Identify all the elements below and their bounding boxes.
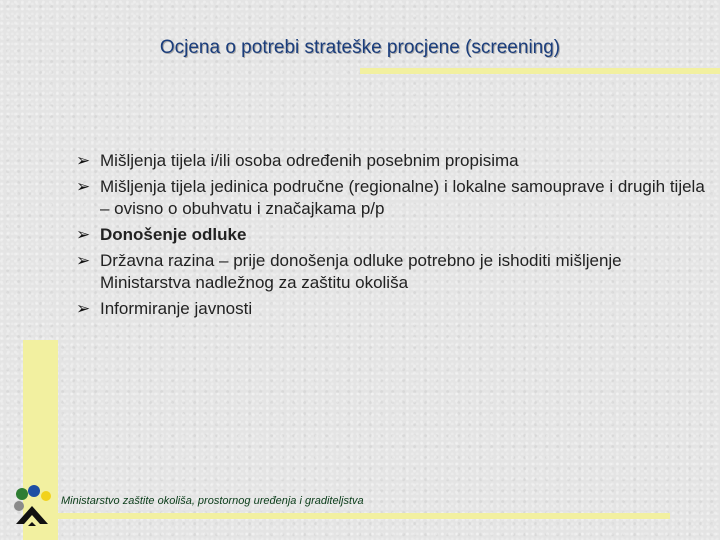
bullet-item bbox=[76, 250, 706, 294]
bullet-text: Mišljenja tijela jedinica područne (regionalne) i lokalne samouprave i drugih tijela – ovisno o obuhvatu i značajkama p/p bbox=[100, 177, 705, 218]
title-underline-bar bbox=[360, 68, 720, 74]
arrow-bullet-icon: ➢ bbox=[76, 251, 91, 270]
slide-title: Ocjena o potrebi strateške procjene (screening) bbox=[159, 37, 561, 58]
bullet-item bbox=[76, 176, 706, 220]
bullet-item bbox=[76, 150, 706, 172]
arrow-bullet-icon: ➢ bbox=[76, 225, 91, 244]
bullet-text: Donošenje odluke bbox=[100, 225, 247, 244]
bullet-text: Državna razina – prije donošenja odluke potrebno je ishoditi mišljenje Ministarstva nadležnog za zaštitu okoliša bbox=[100, 251, 622, 292]
arrow-bullet-icon: ➢ bbox=[76, 177, 91, 196]
arrow-bullet-icon: ➢ bbox=[76, 299, 91, 318]
bottom-accent-bar bbox=[58, 513, 670, 519]
bullet-item bbox=[76, 298, 706, 320]
bullet-text: Informiranje javnosti bbox=[100, 299, 253, 318]
ministry-logo-icon bbox=[8, 484, 56, 530]
bullet-list bbox=[76, 150, 706, 324]
arrow-bullet-icon: ➢ bbox=[76, 151, 91, 170]
bullet-text: Mišljenja tijela i/ili osoba određenih posebnim propisima bbox=[100, 151, 519, 170]
bullet-item bbox=[76, 224, 706, 246]
footer-ministry-name: Ministarstvo zaštite okoliša, prostornog uređenja i graditeljstva bbox=[61, 495, 364, 507]
